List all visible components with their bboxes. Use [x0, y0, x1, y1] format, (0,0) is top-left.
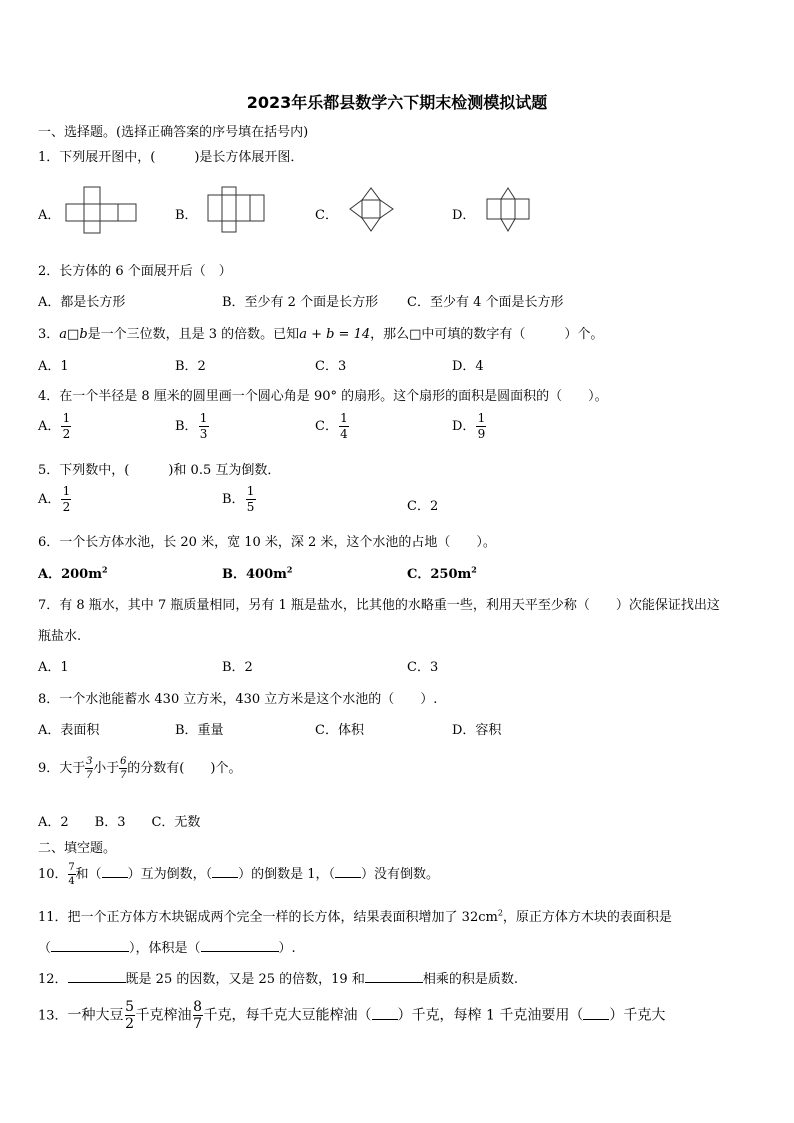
- question-12: [38, 968, 518, 987]
- q4-option-d: [452, 412, 487, 441]
- question-2-stem: 2．长方体的 6 个面展开后（ ）: [38, 264, 232, 279]
- q1-option-c-net: [348, 186, 396, 234]
- q6-option-c: [407, 563, 477, 582]
- fraction-denominator: 7: [193, 1016, 202, 1032]
- q5-option-a-label: A．: [38, 492, 61, 507]
- q3-end-text: ，那么□中可填的数字有（ ）个。: [370, 327, 604, 342]
- q4-option-d-fraction: [476, 412, 486, 441]
- q9-number: 9．大于: [38, 761, 86, 776]
- q5-option-b: [222, 485, 257, 514]
- q3-option-a: A．1: [38, 359, 69, 374]
- q10-number: 10．: [38, 867, 68, 882]
- q13-number: 13．: [38, 1008, 68, 1024]
- answer-blank[interactable]: [372, 1008, 398, 1020]
- q10-fraction: [68, 862, 76, 887]
- q3-number: 3．: [38, 327, 60, 342]
- q4-option-c-fraction: [339, 412, 349, 441]
- q10-text-4: ）没有倒数。: [360, 867, 439, 882]
- q4-option-a: [38, 412, 72, 441]
- fraction-denominator: 7: [120, 770, 127, 781]
- q6-option-a: [38, 563, 108, 582]
- q7-option-c: C．3: [407, 660, 439, 675]
- q6-option-a-text: A．200m: [38, 567, 102, 582]
- q9-end-text: 的分数有( )个。: [127, 761, 242, 776]
- q13-fraction-1: [125, 1000, 135, 1031]
- q13-text-2: 千克榨油: [135, 1007, 192, 1024]
- answer-blank[interactable]: [212, 866, 238, 878]
- fraction-denominator: 3: [199, 427, 208, 441]
- q5-option-a-fraction: [61, 485, 71, 514]
- q13-text-1: 一种大豆: [67, 1007, 124, 1024]
- q3-option-b: B．2: [175, 359, 206, 374]
- question-13: [38, 1000, 665, 1031]
- q4-option-a-fraction: [61, 412, 71, 441]
- question-4-stem: 4．在一个半径是 8 厘米的圆里画一个圆心角是 90° 的扇形。这个扇形的面积是圆面积的（ ）。: [38, 389, 608, 404]
- q9-middle-text: 小于: [93, 761, 120, 776]
- q5-option-a: [38, 485, 72, 514]
- q1-option-b-label: B．: [175, 208, 198, 223]
- q4-option-c-label: C．: [315, 419, 338, 434]
- q1-option-a-net: [64, 185, 138, 235]
- question-8-stem: 8．一个水池能蓄水 430 立方米，430 立方米是这个水池的（ ）.: [38, 692, 438, 707]
- fraction-numerator: 1: [62, 411, 71, 425]
- q3-expression-1: a□b: [59, 327, 88, 342]
- answer-blank[interactable]: [365, 971, 423, 983]
- answer-blank[interactable]: [583, 1008, 609, 1020]
- q13-fraction-2: [193, 1000, 203, 1031]
- q1-option-b-net: [206, 185, 268, 235]
- q8-option-d: D．容积: [452, 723, 502, 738]
- answer-blank[interactable]: [335, 866, 361, 878]
- q1-option-a-label: A．: [38, 208, 61, 223]
- answer-blank[interactable]: [102, 866, 128, 878]
- question-6-stem: 6．一个长方体水池，长 20 米，宽 10 米，深 2 米，这个水池的占地（ ）。: [38, 535, 496, 550]
- fraction-denominator: 4: [340, 427, 348, 441]
- q6-option-b: [222, 563, 292, 582]
- q13-text-3: 千克，每千克大豆能榨油（: [203, 1007, 372, 1024]
- q6-option-b-text: B．400m: [222, 567, 287, 582]
- q1-option-d-net: [485, 186, 533, 234]
- q1-option-c-label: C．: [315, 208, 338, 223]
- fraction-denominator: 7: [86, 770, 93, 781]
- question-10: [38, 862, 439, 887]
- fraction-denominator: 2: [62, 500, 71, 514]
- q11-paren-open: （: [38, 941, 52, 956]
- section-heading-fill: 二、填空题。: [38, 841, 117, 856]
- q13-text-5: ）千克大: [609, 1007, 666, 1024]
- fraction-numerator: 8: [193, 999, 202, 1015]
- q7-option-a: A．1: [38, 660, 69, 675]
- question-5-stem: 5．下列数中，( )和 0.5 互为倒数．: [38, 463, 281, 478]
- q5-option-b-label: B．: [222, 492, 245, 507]
- q5-option-c: C．2: [407, 499, 439, 514]
- q12-number: 12．: [38, 972, 68, 987]
- q3-option-c: C．3: [315, 359, 347, 374]
- q4-option-b: [175, 412, 210, 441]
- fraction-denominator: 2: [62, 427, 71, 441]
- q3-middle-text: 是一个三位数，且是 3 的倍数。已知: [87, 327, 300, 342]
- question-11-line-2: [38, 937, 296, 956]
- fraction-numerator: 1: [477, 411, 486, 425]
- q4-option-a-label: A．: [38, 419, 61, 434]
- superscript-2: 2: [286, 564, 293, 575]
- q4-option-b-label: B．: [175, 419, 198, 434]
- page-title: 2023年乐都县数学六下期末检测模拟试题: [246, 93, 548, 112]
- q12-text-1: 既是 25 的因数，又是 25 的倍数，19 和: [125, 972, 365, 987]
- question-1-stem: 1．下列展开图中，( )是长方体展开图．: [38, 150, 304, 165]
- q10-text-1: 和（: [75, 867, 102, 882]
- superscript-2: 2: [471, 564, 477, 575]
- q3-expression-2: a + b = 14: [299, 327, 371, 342]
- q11-text-3: ），体积是（: [129, 941, 201, 956]
- q11-text-1: 11．把一个正方体方木块锯成两个完全一样的长方体，结果表面积增加了 32cm: [38, 910, 498, 925]
- q8-option-a: A．表面积: [38, 723, 100, 738]
- q4-option-b-fraction: [199, 412, 209, 441]
- answer-blank[interactable]: [51, 940, 129, 952]
- q5-option-b-fraction: [246, 485, 256, 514]
- q1-option-d-label: D．: [452, 208, 476, 223]
- q9-options: A．2 B．3 C．无数: [38, 815, 201, 830]
- answer-blank[interactable]: [201, 940, 279, 952]
- fraction-denominator: 5: [246, 500, 255, 514]
- section-heading-choice: 一、选择题。(选择正确答案的序号填在括号内): [38, 125, 309, 140]
- fraction-numerator: 5: [125, 999, 134, 1015]
- fraction-denominator: 4: [68, 876, 75, 887]
- q10-text-2: ）互为倒数，（: [127, 867, 213, 882]
- fraction-numerator: 7: [68, 862, 75, 873]
- fraction-numerator: 3: [86, 756, 93, 767]
- q3-option-d: D．4: [452, 359, 484, 374]
- q4-option-d-label: D．: [452, 419, 476, 434]
- q2-option-c: C．至少有 4 个面是长方形: [407, 295, 564, 310]
- question-7-stem-line-2: 瓶盐水.: [38, 629, 82, 644]
- q13-text-4: ）千克，每榨 1 千克油要用（: [397, 1007, 584, 1024]
- q7-option-b: B．2: [222, 660, 253, 675]
- q6-option-c-text: C．250m: [407, 567, 472, 582]
- answer-blank[interactable]: [68, 971, 126, 983]
- question-11-line-1: [38, 906, 672, 925]
- fraction-numerator: 1: [62, 484, 71, 498]
- question-9-stem: [38, 756, 241, 781]
- q11-text-4: ）.: [278, 941, 296, 956]
- q2-option-b: B．至少有 2 个面是长方形: [222, 295, 379, 310]
- fraction-numerator: 1: [246, 484, 255, 498]
- fraction-denominator: 2: [125, 1016, 134, 1032]
- superscript-2: 2: [497, 908, 503, 918]
- fraction-numerator: 1: [340, 411, 348, 425]
- question-7-stem-line-1: 7．有 8 瓶水，其中 7 瓶质量相同，另有 1 瓶是盐水，比其他的水略重一些，利用天平至少称（ ）次能保证找出这: [38, 598, 720, 613]
- q8-option-b: B．重量: [175, 723, 224, 738]
- question-3-stem: [38, 323, 603, 342]
- fraction-numerator: 1: [199, 411, 208, 425]
- fraction-denominator: 9: [477, 427, 486, 441]
- superscript-2: 2: [101, 564, 108, 575]
- q10-text-3: ）的倒数是 1，（: [238, 867, 335, 882]
- q11-text-2: ，原正方体方木块的表面积是: [502, 910, 672, 925]
- q8-option-c: C．体积: [315, 723, 364, 738]
- q4-option-c: [315, 412, 350, 441]
- q12-text-2: 相乘的积是质数.: [422, 972, 518, 987]
- q2-option-a: A．都是长方形: [38, 295, 126, 310]
- fraction-numerator: 6: [120, 756, 127, 767]
